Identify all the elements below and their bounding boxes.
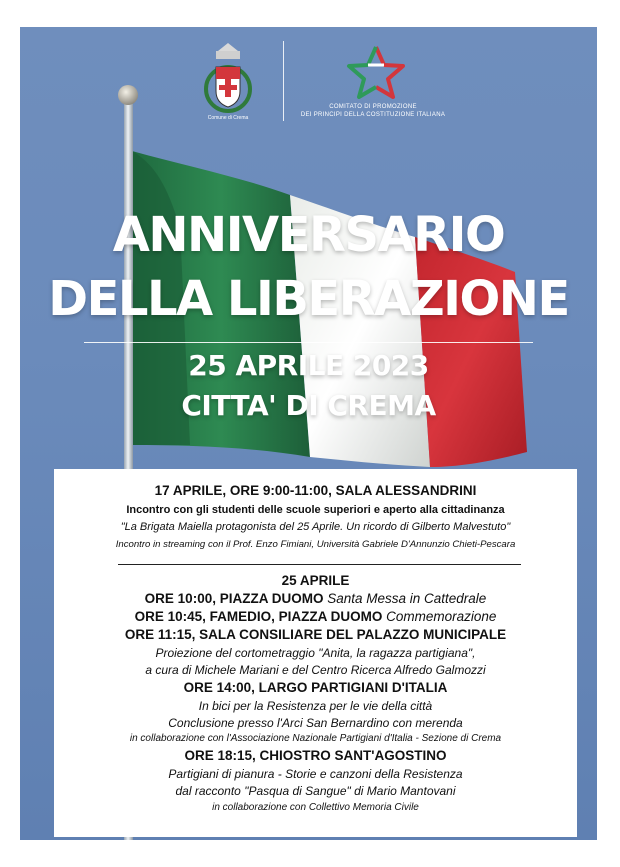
title-line-1: ANNIVERSARIO (112, 207, 505, 263)
event1-note: Incontro in streaming con il Prof. Enzo Fimiani, Università Gabriele D'Annunzio Chieti-Pescara (115, 539, 516, 550)
event-city: CITTA' DI CREMA (181, 389, 436, 422)
committee-line-2: DEI PRINCIPI DELLA COSTITUZIONE ITALIANA (300, 112, 446, 118)
program-item-2 (54, 609, 577, 624)
item1-desc: Santa Messa in Cattedrale (327, 591, 487, 606)
committee-name (288, 103, 458, 119)
item4-time-place: ORE 14:00, LARGO PARTIGIANI D'ITALIA (183, 680, 448, 695)
poster (20, 27, 597, 840)
item2-desc: Commemorazione (386, 609, 497, 624)
event-date: 25 APRILE 2023 (188, 349, 429, 382)
flag-pole-finial (118, 85, 138, 105)
item5-line-1: Partigiani di pianura - Storie e canzoni della Resistenza (168, 767, 463, 781)
item5-line-2: dal racconto "Pasqua di Sangue" di Mario Mantovani (175, 784, 456, 798)
crema-coat-of-arms-icon (198, 39, 258, 127)
event1-quote: "La Brigata Maiella protagonista del 25 Aprile. Un ricordo di Gilberto Malvestuto" (120, 521, 511, 533)
program-item-1 (54, 591, 577, 606)
crema-logo-caption: Comune di Crema (207, 115, 249, 121)
committee-line-1: COMITATO DI PROMOZIONE (329, 104, 417, 110)
program-box (54, 469, 577, 837)
item5-note: in collaborazione con Collettivo Memoria Civile (212, 802, 419, 813)
event1-subtitle: Incontro con gli studenti delle scuole superiori e aperto alla cittadinanza (126, 504, 505, 516)
title-line-2: DELLA LIBERAZIONE (48, 271, 569, 327)
item4-note: in collaborazione con l'Associazione Nazionale Partigiani d'Italia - Sezione di Crema (129, 733, 502, 744)
program-separator (118, 564, 521, 565)
item1-time-place: ORE 10:00, PIAZZA DUOMO (144, 591, 324, 606)
item4-line-1: In bici per la Resistenza per le vie della città (198, 699, 433, 713)
header-divider (283, 41, 284, 121)
event1-heading: 17 APRILE, ORE 9:00-11:00, SALA ALESSANDRINI (154, 483, 477, 498)
day-heading: 25 APRILE (281, 573, 350, 588)
item3-line-2: a cura di Michele Mariani e del Centro Ricerca Alfredo Galmozzi (145, 663, 486, 677)
item5-time-place: ORE 18:15, CHIOSTRO SANT'AGOSTINO (184, 748, 447, 763)
item3-line-1: Proiezione del cortometraggio "Anita, la ragazza partigiana", (155, 646, 476, 660)
item3-time-place: ORE 11:15, SALA CONSILIARE DEL PALAZZO MUNICIPALE (124, 627, 507, 642)
title-divider (84, 342, 533, 343)
committee-star-icon (346, 43, 406, 99)
item4-line-2: Conclusione presso l'Arci San Bernardino con merenda (168, 716, 463, 730)
item2-time-place: ORE 10:45, FAMEDIO, PIAZZA DUOMO (134, 609, 383, 624)
